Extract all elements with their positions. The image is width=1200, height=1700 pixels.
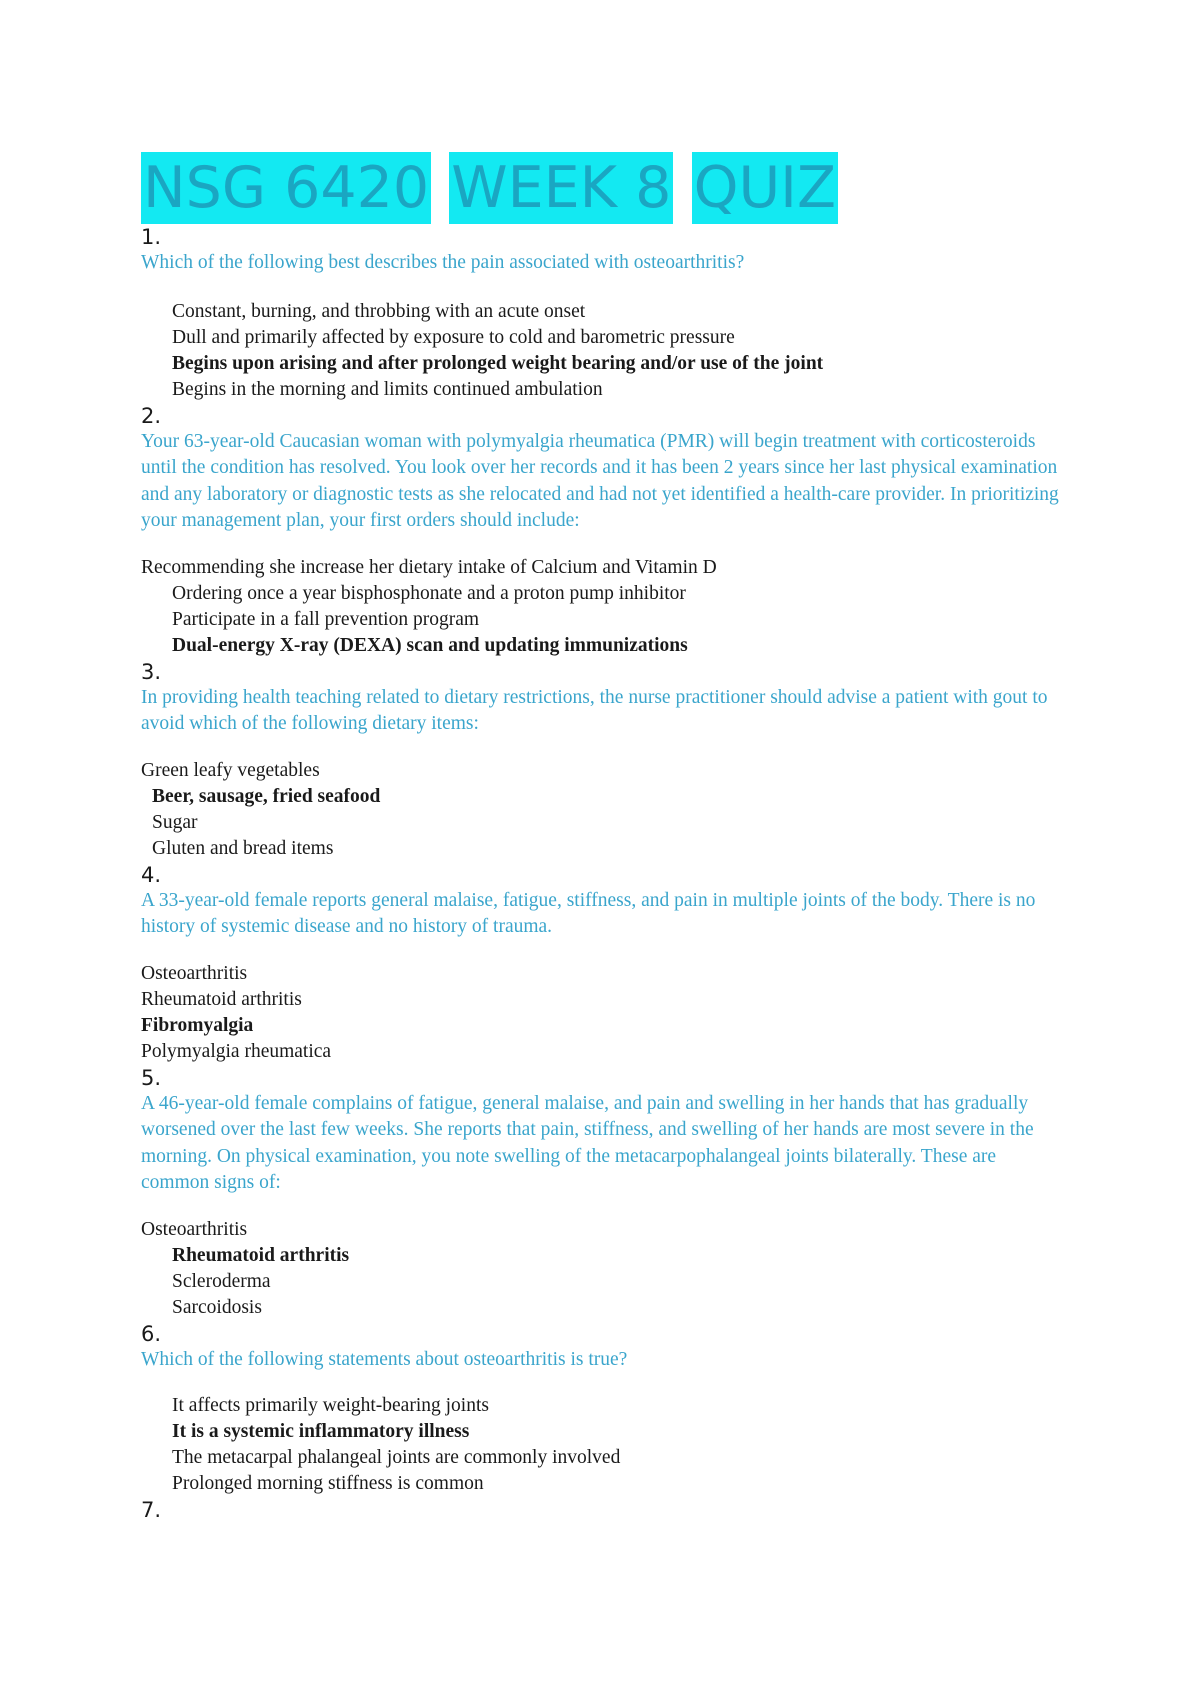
answer-option: Ordering once a year bisphosphonate and a proton pump inhibitor — [172, 582, 686, 604]
question-block — [141, 1065, 1061, 1321]
answer-option: Scleroderma — [172, 1270, 271, 1292]
answer-option: Prolonged morning stiffness is common — [172, 1473, 484, 1494]
question-number: 7. — [141, 1498, 162, 1522]
question-text: In providing health teaching related to dietary restrictions, the nurse practitioner should advise a patient with gout to avoid which of the following dietary items: — [141, 686, 1048, 734]
answer-list — [141, 555, 1061, 659]
answer-option: Sugar — [152, 811, 198, 833]
question-text: Your 63-year-old Caucasian woman with polymyalgia rheumatica (PMR) will begin treatment with corticosteroids until the condition has resolved. You look over her records and it has been 2 years since her last physical examination and any laboratory or diagnostic tests as she relocated and had not yet identified a health-care provider. In prioritizing your management plan, your first orders should include: — [141, 430, 1059, 531]
question-number: 3. — [141, 659, 162, 684]
page-title — [141, 152, 1061, 224]
question-number: 2. — [141, 403, 162, 428]
answer-option: Dull and primarily affected by exposure to cold and barometric pressure — [172, 326, 735, 348]
answer-option: Begins in the morning and limits continued ambulation — [172, 378, 603, 400]
answer-option: Rheumatoid arthritis — [141, 988, 302, 1010]
answer-option: Recommending she increase her dietary intake of Calcium and Vitamin D — [141, 556, 717, 578]
answer-list — [141, 961, 1061, 1065]
answer-option: Sarcoidosis — [172, 1296, 262, 1318]
question-text: Which of the following best describes the pain associated with osteoarthritis? — [141, 252, 745, 273]
question-text: Which of the following statements about osteoarthritis is true? — [141, 1348, 628, 1370]
question-number: 4. — [141, 862, 162, 887]
answer-option-correct: Dual-energy X-ray (DEXA) scan and updating immunizations — [172, 634, 688, 656]
answer-list — [141, 758, 1061, 862]
answer-option-correct: Fibromyalgia — [141, 1014, 254, 1036]
answer-option-correct: Beer, sausage, fried seafood — [152, 785, 381, 807]
title-part-week: WEEK 8 — [449, 152, 673, 224]
answer-option-correct: Begins upon arising and after prolonged weight bearing and/or use of the joint — [172, 352, 824, 374]
question-number: 6. — [141, 1321, 162, 1346]
answer-option: It affects primarily weight-bearing joints — [172, 1395, 489, 1416]
question-block — [141, 659, 1061, 862]
answer-option: Gluten and bread items — [152, 837, 334, 859]
answer-list — [141, 1393, 1061, 1497]
answer-option-correct: It is a systemic inflammatory illness — [172, 1421, 470, 1442]
title-part-quiz: QUIZ — [692, 152, 838, 224]
answer-option: Participate in a fall prevention program — [172, 608, 480, 630]
question-block — [141, 1321, 1061, 1498]
title-part-course: NSG 6420 — [141, 152, 431, 224]
question-block — [141, 403, 1061, 659]
answer-list — [141, 1217, 1061, 1321]
question-number: 1. — [141, 225, 162, 249]
answer-list — [141, 299, 1061, 403]
question-block — [141, 1497, 1061, 1523]
answer-option: Osteoarthritis — [141, 962, 248, 984]
question-text: A 46-year-old female complains of fatigue, general malaise, and pain and swelling in her hands that has gradually worsened over the last few weeks. She reports that pain, stiffness, and swelling of her hands are most severe in the morning. On physical examination, you note swelling of the metacarpophalangeal joints bilaterally. These are common signs of: — [141, 1092, 1034, 1193]
question-number: 5. — [141, 1065, 162, 1090]
answer-option: Polymyalgia rheumatica — [141, 1040, 332, 1062]
answer-option: Osteoarthritis — [141, 1218, 248, 1240]
question-text: A 33-year-old female reports general malaise, fatigue, stiffness, and pain in multiple joints of the body. There is no history of systemic disease and no history of trauma. — [141, 889, 1036, 937]
document-page — [141, 152, 1061, 1523]
question-block — [141, 224, 1061, 403]
answer-option: Constant, burning, and throbbing with an acute onset — [172, 300, 586, 322]
answer-option: The metacarpal phalangeal joints are commonly involved — [172, 1447, 621, 1468]
question-block — [141, 862, 1061, 1065]
answer-option: Green leafy vegetables — [141, 759, 320, 781]
answer-option-correct: Rheumatoid arthritis — [172, 1244, 350, 1266]
